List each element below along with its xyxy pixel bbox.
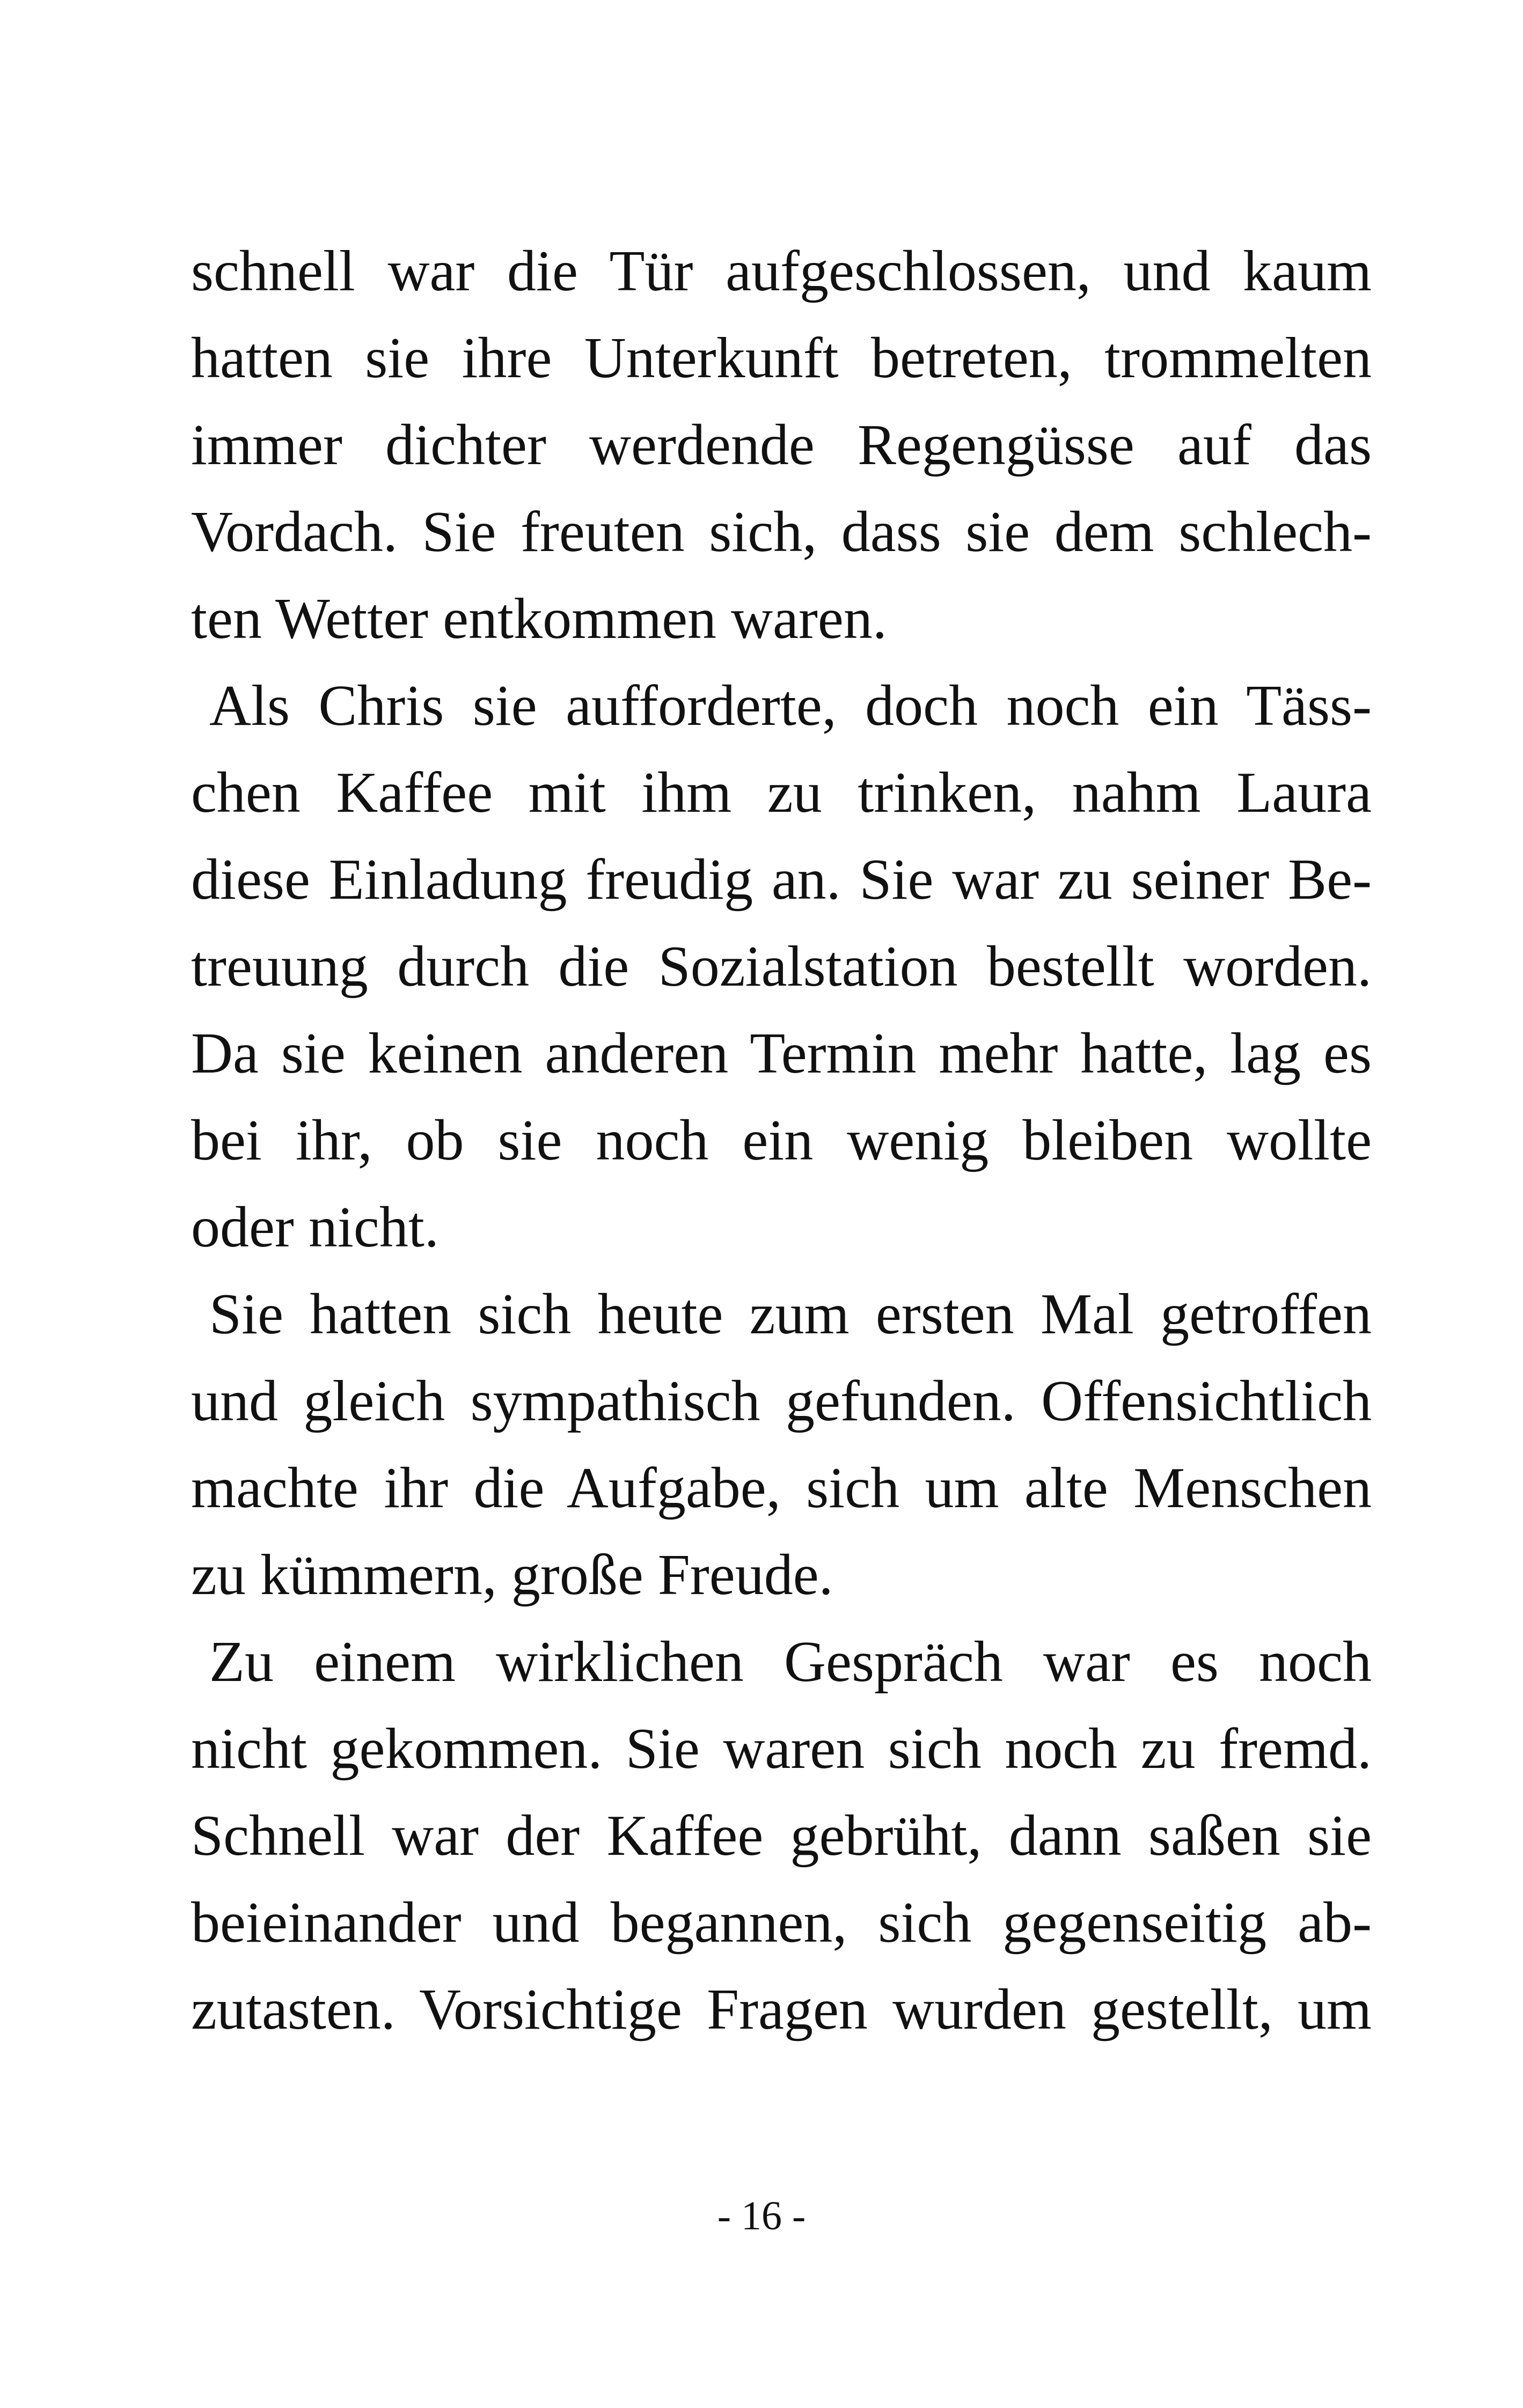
paragraph-2 <box>191 663 1372 1271</box>
text-line: Sie hatten sich heute zum ersten Mal getroffen <box>209 1282 1372 1346</box>
text-line: treuung durch die Sozialstation bestellt worden. <box>191 935 1372 999</box>
text-line: immer dichter werdende Regengüsse auf das <box>191 413 1372 477</box>
text-line: hatten sie ihre Unterkunft betreten, trommelten <box>191 326 1372 390</box>
text-line: Als Chris sie aufforderte, doch noch ein Täss- <box>209 674 1372 738</box>
text-line: Da sie keinen anderen Termin mehr hatte, lag es <box>191 1022 1372 1085</box>
text-line: ten Wetter entkommen waren. <box>191 587 887 651</box>
text-line: beieinander und begannen, sich gegenseitig ab- <box>191 1891 1372 1955</box>
text-line: zutasten. Vorsichtige Fragen wurden gestellt, um <box>191 1978 1372 2042</box>
text-line: chen Kaffee mit ihm zu trinken, nahm Laura <box>191 761 1372 825</box>
text-line: Schnell war der Kaffee gebrüht, dann saßen sie <box>191 1804 1372 1868</box>
text-line: schnell war die Tür aufgeschlossen, und kaum <box>191 239 1372 303</box>
text-line: und gleich sympathisch gefunden. Offensichtlich <box>191 1369 1372 1433</box>
text-line: oder nicht. <box>191 1195 439 1259</box>
text-line: Zu einem wirklichen Gespräch war es noch <box>209 1630 1372 1694</box>
text-line: diese Einladung freudig an. Sie war zu seiner Be- <box>191 848 1372 912</box>
paragraph-3 <box>191 1271 1372 1619</box>
text-line: nicht gekommen. Sie waren sich noch zu fremd. <box>191 1717 1372 1781</box>
paragraph-4 <box>191 1619 1372 2053</box>
text-line: Vordach. Sie freuten sich, dass sie dem schlech- <box>191 500 1372 564</box>
text-line: machte ihr die Aufgabe, sich um alte Menschen <box>191 1456 1372 1520</box>
page-number: - 16 - <box>717 2193 806 2238</box>
text-line: zu kümmern, große Freude. <box>191 1543 833 1607</box>
text-line: bei ihr, ob sie noch ein wenig bleiben wollte <box>191 1108 1372 1172</box>
paragraph-1 <box>191 228 1372 663</box>
body-text <box>191 228 1372 2053</box>
